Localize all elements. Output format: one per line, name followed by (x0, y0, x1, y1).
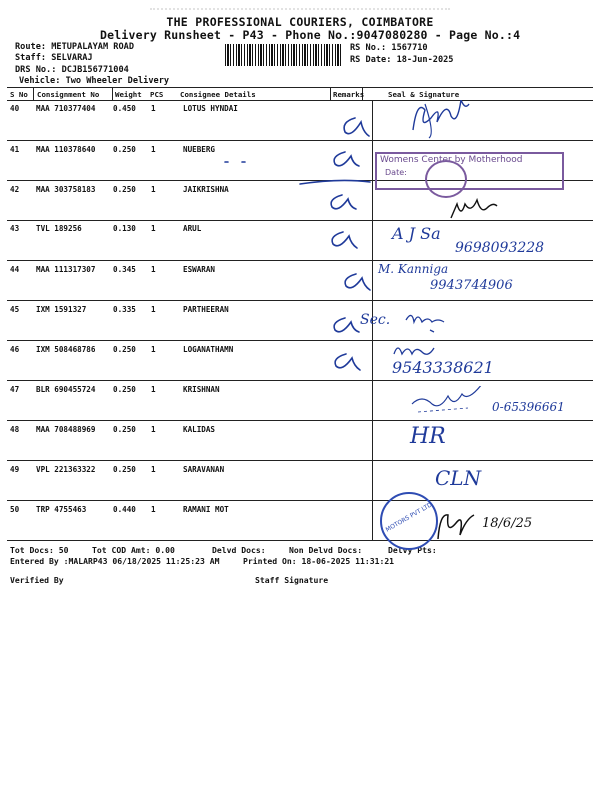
row-consignee: LOGANATHAMN (183, 345, 234, 354)
row-pcs: 1 (151, 345, 156, 354)
row-consignment: BLR 690455724 (36, 385, 96, 394)
row-pcs: 1 (151, 145, 156, 154)
route-label: Route: METUPALAYAM ROAD (15, 42, 134, 52)
signature-row-50 (432, 505, 482, 545)
row-weight: 0.440 (113, 505, 136, 514)
col-header-seal-signature: Seal & Signature (388, 90, 460, 99)
row-weight: 0.250 (113, 425, 136, 434)
staff-signature-label: Staff Signature (255, 575, 329, 585)
remark-tick (334, 318, 359, 332)
row-weight: 0.345 (113, 265, 136, 274)
row-weight: 0.250 (113, 385, 136, 394)
staff-label: Staff: SELVARAJ (15, 53, 93, 63)
row-consignment: VPL 221363322 (36, 465, 96, 474)
row-weight: 0.130 (113, 224, 136, 233)
vehicle-label: Vehicle: Two Wheeler Delivery (19, 76, 170, 86)
row-consignee: PARTHEERAN (183, 305, 229, 314)
col-header-weight: Weight (115, 90, 142, 99)
remark-note-row-49: CLN (435, 466, 482, 490)
col-header-sno: S No (10, 90, 28, 99)
row-consignment: MAA 110378640 (36, 145, 96, 154)
remark-tick (335, 354, 360, 370)
row-sno: 41 (10, 145, 20, 154)
row-consignee: ARUL (183, 224, 202, 233)
delivered-docs: Delvd Docs: (212, 545, 266, 555)
row-sno: 50 (10, 505, 20, 514)
col-header-remarks: Remarks (333, 90, 365, 99)
remark-tick (344, 118, 369, 136)
row-sno: 48 (10, 425, 20, 434)
row-consignee: NUEBERG (183, 145, 216, 154)
col-header-consignment: Consignment No (37, 90, 100, 99)
row-weight: 0.335 (113, 305, 136, 314)
col-header-consignee: Consignee Details (180, 90, 256, 99)
stamp-date-label: Date: (385, 168, 407, 177)
rs-number: RS No.: 1567710 (350, 43, 428, 53)
signature-row-46 (390, 340, 440, 360)
remark-tick (332, 232, 357, 248)
drs-number: DRS No.: DCJB156771004 (15, 65, 129, 75)
stray-ink-stroke (300, 180, 370, 184)
row-pcs: 1 (151, 224, 156, 233)
row-pcs: 1 (151, 265, 156, 274)
entered-by: Entered By :MALARP43 06/18/2025 11:25:23 AM (10, 556, 220, 566)
remark-tick (334, 152, 359, 166)
round-seal-row-50 (380, 492, 438, 550)
row-consignment: MAA 111317307 (36, 265, 96, 274)
row-sno: 42 (10, 185, 20, 194)
remark-note-row-48: HR (410, 424, 446, 449)
recipient-name-row-44: M. Kanniga (378, 262, 449, 276)
remark-note-row-45: Sec. (360, 312, 391, 328)
verified-by-label: Verified By (10, 575, 64, 585)
row-sno: 44 (10, 265, 20, 274)
round-seal-row-41 (425, 160, 467, 198)
row-sno: 40 (10, 104, 20, 113)
row-pcs: 1 (151, 465, 156, 474)
row-consignment: IXM 508468786 (36, 345, 96, 354)
signature-row-42 (445, 196, 505, 226)
row-pcs: 1 (151, 385, 156, 394)
company-name: THE PROFESSIONAL COURIERS, COIMBATORE (166, 15, 434, 29)
row-consignment: MAA 303758183 (36, 185, 96, 194)
signature-row-47 (408, 386, 488, 416)
row-weight: 0.250 (113, 145, 136, 154)
row-consignment: TVL 189256 (36, 224, 82, 233)
row-weight: 0.450 (113, 104, 136, 113)
total-docs: Tot Docs: 50 (10, 545, 69, 555)
recipient-phone-row-46: 9543338621 (392, 358, 494, 377)
recipient-phone-row-43: 9698093228 (455, 240, 545, 256)
rs-date: RS Date: 18-Jun-2025 (350, 55, 454, 65)
recipient-phone-row-44: 9943744906 (430, 278, 513, 293)
recipient-name-row-43: A J Sa (392, 224, 441, 243)
row-consignee: SARAVANAN (183, 465, 225, 474)
delivery-points: Delvy Pts: (388, 545, 437, 555)
row-pcs: 1 (151, 305, 156, 314)
row-sno: 45 (10, 305, 20, 314)
row-sno: 47 (10, 385, 20, 394)
row-weight: 0.250 (113, 185, 136, 194)
row-sno: 49 (10, 465, 20, 474)
row-weight: 0.250 (113, 465, 136, 474)
row-consignee: RAMANI MOT (183, 505, 229, 514)
row-sno: 43 (10, 224, 20, 233)
row-consignee: KALIDAS (183, 425, 216, 434)
row-sno: 46 (10, 345, 20, 354)
row-consignee: LOTUS HYNDAI (183, 104, 238, 113)
remark-tick (345, 274, 370, 290)
row-consignment: TRP 4755463 (36, 505, 87, 514)
row-consignment: MAA 710377404 (36, 104, 96, 113)
row-consignment: IXM 1591327 (36, 305, 87, 314)
col-header-pcs: PCS (150, 90, 164, 99)
signature-row-45 (400, 306, 460, 336)
seal-stamp-womens-center (375, 152, 564, 190)
row-consignee: JAIKRISHNA (183, 185, 229, 194)
recipient-phone-row-47: 0-65396661 (492, 400, 565, 414)
row-consignee: KRISHNAN (183, 385, 220, 394)
delivery-date-row-50: 18/6/25 (482, 516, 533, 531)
row-pcs: 1 (151, 104, 156, 113)
row-consignee: ESWARAN (183, 265, 216, 274)
row-pcs: 1 (151, 185, 156, 194)
remark-tick (331, 195, 356, 209)
row-pcs: 1 (151, 505, 156, 514)
non-delivered-docs: Non Delvd Docs: (289, 545, 363, 555)
printed-on: Printed On: 18-06-2025 11:31:21 (243, 556, 395, 566)
seal-text: MOTORS PVT LTD (384, 501, 434, 534)
row-pcs: 1 (151, 425, 156, 434)
row-weight: 0.250 (113, 345, 136, 354)
signature-row-40 (405, 100, 475, 140)
runsheet-title: Delivery Runsheet - P43 - Phone No.:9047080280 - Page No.:4 (100, 28, 521, 42)
row-consignment: MAA 708488969 (36, 425, 96, 434)
total-cod-amount: Tot COD Amt: 0.00 (92, 545, 175, 555)
stamp-text: Womens Center by Motherhood (380, 155, 523, 165)
